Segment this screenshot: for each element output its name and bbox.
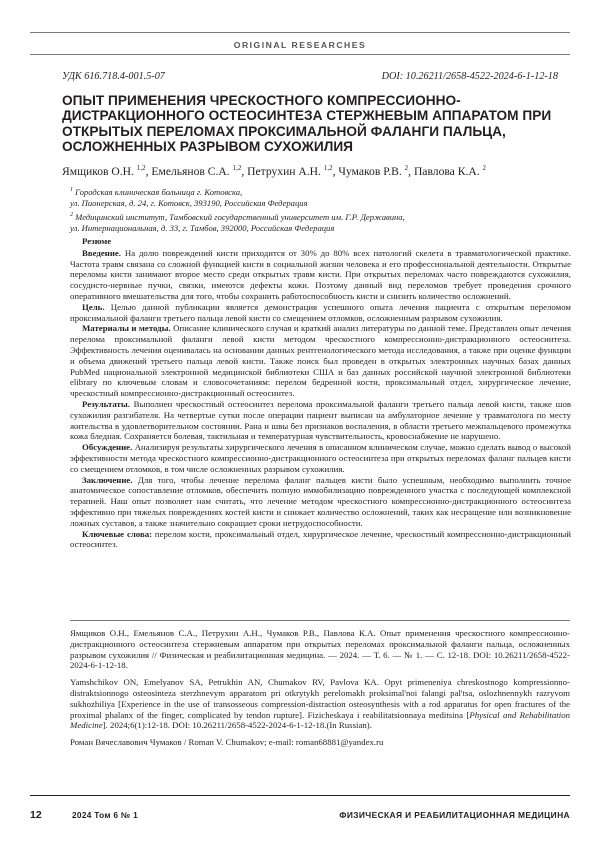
abstract-keywords: Ключевые слова: перелом кости, проксимальный отдел, хирургическое лечение, чрескостный компрессионно-дистракционный остеосинтез. bbox=[70, 528, 572, 550]
journal-name: ФИЗИЧЕСКАЯ И РЕАБИЛИТАЦИОННАЯ МЕДИЦИНА bbox=[339, 810, 570, 820]
abstract-heading: Резюме bbox=[82, 236, 112, 246]
issue-info: 2024 Том 6 № 1 bbox=[72, 810, 138, 820]
abstract-introduction: Введение. На долю повреждений кисти приходится от 30% до 80% всех патологий скелета в травматологической практике. Частота травм связана со сложной функцией кисти в социальной жизни человека и его профессиональной деятельности. Открытые переломы кисти занимают второе место среди открытых травм кисти. При открытых переломах часто повреждаются сухожилия, сосудисто-нервные пучки, связки, имеются дефекты кожи. Поэтому данный вид переломов требует проведения срочного оперативного вмешательства для того, чтобы сохранить работоспособность кисти и снизить количество осложнений. bbox=[70, 247, 571, 301]
section-rule bbox=[30, 54, 570, 55]
abstract bbox=[70, 236, 571, 550]
affiliation-2: $^2$ Медицинский институт, Тамбовский государственный университет им. Г.Р. Державина, ул. Интернациональная, д. 33, г. Тамбов, 392000, Российская Федерация bbox=[70, 211, 405, 233]
affiliation-1: $^1$ Городская клиническая больница г. Котовска, ул. Пионерская, д. 24, г. Котовск, 393190, Российская Федерация bbox=[70, 186, 308, 208]
author: Павлова К.А. $^2$ bbox=[413, 164, 487, 178]
citation-rule bbox=[70, 620, 570, 621]
author: Петрухин А.Н. $^{1,2}$, bbox=[247, 164, 339, 178]
author: Чумаков Р.В. $^2$, bbox=[338, 164, 414, 178]
abstract-methods: Материалы и методы. Описание клинического случая и краткий анализ литературы по данной теме. Представлен опыт лечения перелома проксимальной фаланги левой кисти методом чрескостного компрессионно-дистракционного остеосинтеза. Эффективность лечения оценивалась на основании данных рентгенологического метода исследования, а также при оценке функции и объема движений третьего пальца левой кисти. Также поиск был проведен в открытых электронных научных базах данных PubMed национальной электронной медицинской библиотеки США и баз данных российской научной электронной библиотеки elibrary по ключевым словам и словосочетаниям: перелом бедренной кости, проксимальный отдел, хирургическое лечение, чрескостный компрессионно-дистракционный остеосинтез. bbox=[70, 323, 572, 399]
abstract-results: Результаты. Выполнен чрескостный остеосинтез перелома проксимальной фаланги третьего пальца левой кисти, также шов сухожилия разгибателя. На четвертые сутки после операции пациент выписан на амбулаторное лечение у травматолога по месту жительства в удовлетворительном состоянии. Рана и швы без признаков воспаления, в области третьего межпальцевого промежутка кожа бледная. Сохраняется болевая, тактильная и температурная чувствительность, кровоснабжение не нарушено. bbox=[70, 398, 571, 442]
author: Емельянов С.А. $^{1,2}$, bbox=[151, 164, 248, 178]
abstract-discussion: Обсуждение. Анализируя результаты хирургического лечения в описанном клиническом случае, можно сделать вывод о высокой эффективности метода чрескостного компрессионно-дистракционного остеосинтеза при открытых переломах фаланг пальцев кисти со смещением отломков, в том числе осложненных разрывом сухожилия. bbox=[70, 442, 571, 474]
citation-ru: Ямщиков О.Н., Емельянов С.А., Петрухин А.Н., Чумаков Р.В., Павлова К.А. Опыт применения чрескостного компрессионно-дистракционного остеосинтеза стержневым аппаратом при открытых переломах проксимальной фаланги пальца, осложненных разрывом сухожилия // Физическая и реабилитационная медицина. — 2024. — Т. 6. — № 1. — С. 12-18. DOI: 10.26211/2658-4522-2024-6-1-12-18. bbox=[70, 628, 570, 671]
footer-rule bbox=[30, 795, 570, 796]
doi: DOI: 10.26211/2658-4522-2024-6-1-12-18 bbox=[381, 71, 558, 82]
citation-en: Yamshchikov ON, Emelyanov SA, Petrukhin AN, Chumakov RV, Pavlova KA. Opyt primeneniya chreskostnogo kompressionno-distraktsionnogo osteosinteza sterzhnevym apparatom pri otkrytykh perelomakh proksimal'noi falangi pal'tsa, oslozhnennykh razryvom sukhozhiliya [Experience in the use of transosseous compression-distraction osteosynthesis with a rod apparatus for open fractures of the proximal phalanx of the finger, complicated by tendon rupture]. Fizicheskaya i reabilitatsionnaya meditsina [Physical and Rehabilitation Medicine]. 2024;6(1):12-18. DOI: 10.26211/2658-4522-2024-6-1-12-18.(In Russian). bbox=[70, 677, 570, 731]
page-number: 12 bbox=[30, 809, 42, 821]
author-list bbox=[62, 164, 572, 178]
article-title: ОПЫТ ПРИМЕНЕНИЯ ЧРЕСКОСТНОГО КОМПРЕССИОННО-ДИСТРАКЦИОННОГО ОСТЕОСИНТЕЗА СТЕРЖНЕВЫМ АППАРАТОМ ПРИ ОТКРЫТЫХ ПЕРЕЛОМАХ ПРОКСИМАЛЬНОЙ ФАЛАНГИ ПАЛЬЦА, ОСЛОЖНЕННЫХ РАЗРЫВОМ СУХОЖИЛИЯ bbox=[62, 93, 552, 155]
abstract-conclusion: Заключение. Для того, чтобы лечение перелома фаланг пальцев кисти было успешным, необходимо выполнить точное анатомическое сопоставление отломков, обеспечить полную иммобилизацию поврежденного участка с последующей комплексной терапией. Наш опыт позволяет нам считать, что лечение методом чрескостного компрессионно-дистракционного остеосинтеза эффективно при тяжелых повреждениях костей кисти и снижает количество осложнений, таких как несращение или возникновение ложных суставов, а также значительно сокращает сроки нетрудоспособности. bbox=[70, 474, 571, 528]
section-label: ORIGINAL RESEARCHES bbox=[233, 40, 367, 50]
citation-block bbox=[70, 628, 570, 754]
udc-code: УДК 616.718.4-001.5-07 bbox=[62, 71, 165, 82]
contact-info: Роман Вячеславович Чумаков / Roman V. Chumakov; e-mail: roman68881@yandex.ru bbox=[70, 737, 384, 748]
abstract-aim: Цель. Целью данной публикации является демонстрация успешного опыта лечения пациента с открытым переломом проксимальной фаланги третьего пальца левой кисти со смещением отломков, осложненным разрывом сухожилия. bbox=[70, 301, 571, 323]
author: Ямщиков О.Н. $^{1,2}$, bbox=[62, 164, 152, 178]
top-rule bbox=[30, 32, 570, 33]
